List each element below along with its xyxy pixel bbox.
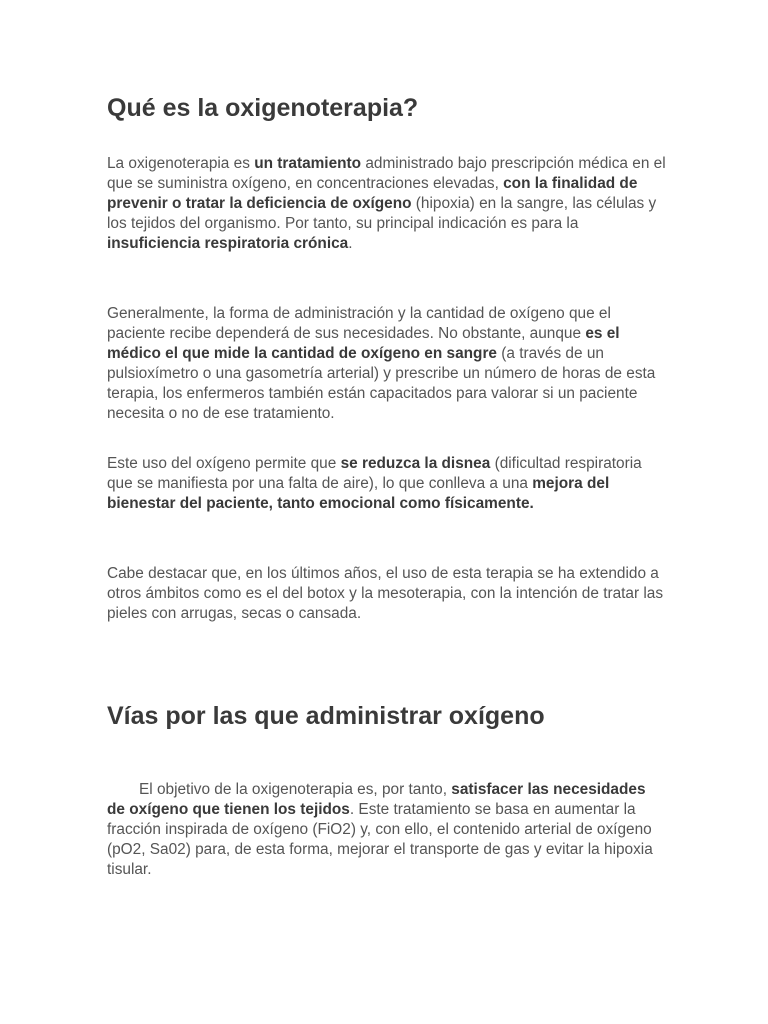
text-run: Generalmente, la forma de administración y la cantidad de oxígeno que el paciente recibe dependerá de sus necesidades. No obstante, aunque <box>107 305 611 342</box>
text-run: (dificultad respiratoria que se manifiesta por una falta de aire), lo que conlleva a una <box>107 455 642 492</box>
section-heading-administration-routes: Vías por las que administrar oxígeno <box>107 702 545 730</box>
text-run: . Este tratamiento se basa en aumentar la fracción inspirada de oxígeno (FiO2) y, con ello, el contenido arterial de oxígeno (pO2, Sa02) para, de esta forma, mejorar el transporte de gas y evitar la hipoxia tisular. <box>107 801 653 878</box>
text-run: (a través de un pulsioxímetro o una gasometría arterial) y prescribe un número de horas de esta terapia, los enfermeros también están capacitados para valorar si un paciente necesita o no de ese tratamiento. <box>107 345 656 422</box>
text-run: administrado bajo prescripción médica en el que se suministra oxígeno, en concentraciones elevadas, <box>107 155 666 192</box>
bold-text-run: un tratamiento <box>254 155 362 172</box>
bold-text-run: satisfacer las necesidades de oxígeno que tienen los tejidos <box>107 781 646 818</box>
paragraph <box>107 304 667 424</box>
paragraph <box>107 780 667 880</box>
paragraph <box>107 454 667 514</box>
text-run: La oxigenoterapia es <box>107 155 255 172</box>
bold-text-run: es el médico el que mide la cantidad de oxígeno en sangre <box>107 325 620 362</box>
text-run: Este uso del oxígeno permite que <box>107 455 341 472</box>
bold-text-run: mejora del bienestar del paciente, tanto emocional como físicamente. <box>107 475 610 512</box>
bold-text-run: se reduzca la disnea <box>340 455 491 472</box>
section-heading-oxygen-therapy: Qué es la oxigenoterapia? <box>107 94 419 122</box>
bold-text-run: insuficiencia respiratoria crónica <box>107 235 349 252</box>
bold-text-run: con la finalidad de prevenir o tratar la deficiencia de oxígeno <box>107 175 638 212</box>
text-run: Cabe destacar que, en los últimos años, el uso de esta terapia se ha extendido a otros ámbitos como es el del botox y la mesoterapia, con la intención de tratar las pieles con arrugas, secas o cansada. <box>107 565 664 622</box>
text-run: . <box>348 235 353 252</box>
text-run: El objetivo de la oxigenoterapia es, por tanto, <box>139 781 452 798</box>
text-run: (hipoxia) en la sangre, las células y los tejidos del organismo. Por tanto, su principal indicación es para la <box>107 195 657 232</box>
paragraph <box>107 154 667 254</box>
paragraph <box>107 564 667 624</box>
